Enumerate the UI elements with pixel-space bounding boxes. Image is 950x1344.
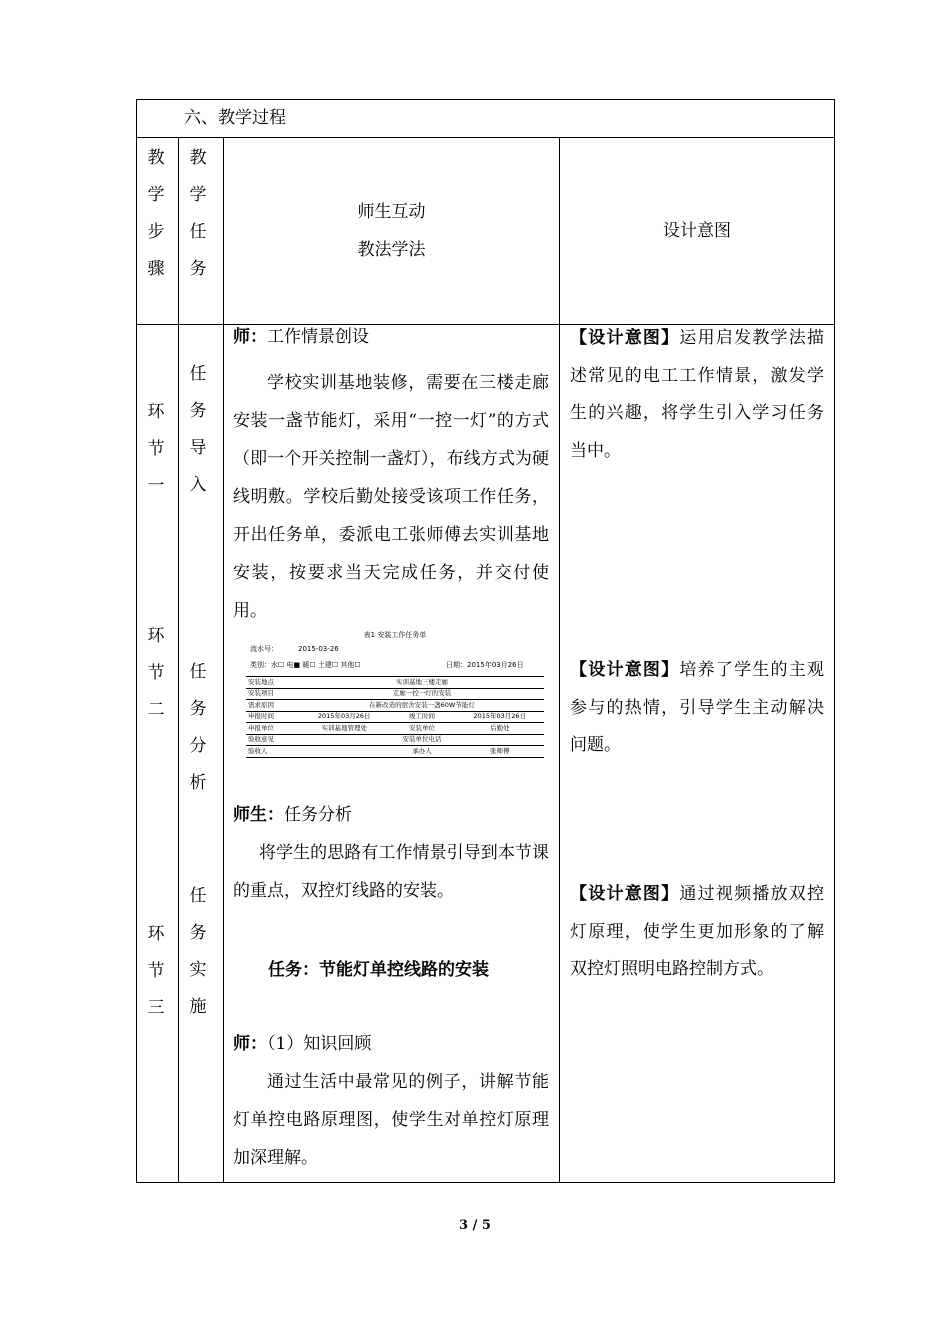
form-row: [246, 734, 544, 746]
step-two: [144, 618, 168, 729]
form-cell: 张师傅: [456, 746, 544, 758]
task-heading: 任务：节能灯单控线路的安装: [268, 960, 489, 980]
header-interaction-line2: 教法学法: [357, 240, 426, 260]
knowledge-review-heading: [233, 1025, 371, 1063]
page-number: 3 / 5: [459, 1218, 491, 1233]
form-cell: 安装地点: [246, 677, 300, 689]
task-char: 务: [189, 923, 207, 943]
form-serial-value: 2015-03-26: [298, 645, 339, 653]
step-char: 环: [147, 626, 165, 646]
header-char: 学: [147, 185, 165, 205]
header-char: 学: [189, 185, 207, 205]
column-divider: [559, 137, 560, 1183]
form-serial-label: 流水号：: [250, 645, 278, 653]
form-row: [246, 700, 544, 712]
task-introduction: [186, 356, 210, 504]
form-cell: 后勤处: [456, 723, 544, 735]
design-intent-one: [570, 320, 824, 470]
section-title: 六、教学过程: [184, 108, 286, 128]
step-three: [144, 916, 168, 1027]
table-border-left: [136, 99, 137, 1183]
form-row: [246, 746, 544, 758]
intent-text: 运用启发教学法描述常见的电工工作情景，激发学生的兴趣，将学生引入学习任务当中。: [570, 328, 825, 461]
form-cell: 实训基地管理处: [300, 723, 388, 735]
header-teaching-steps: [144, 140, 168, 288]
task-form-image: [246, 628, 544, 788]
form-cell: 申报时间: [246, 711, 300, 723]
task-char: 任: [189, 364, 207, 384]
task-char: 实: [189, 960, 207, 980]
form-row: [246, 677, 544, 689]
step-char: 一: [147, 476, 165, 496]
form-cell: 安装单位: [388, 723, 455, 735]
task-char: 分: [189, 736, 207, 756]
header-teaching-tasks: [186, 140, 210, 288]
step-char: 节: [147, 439, 165, 459]
form-cell: 验收人: [246, 746, 300, 758]
form-cell: 申报单位: [246, 723, 300, 735]
step-char: 节: [147, 961, 165, 981]
design-intent-three: [570, 876, 824, 989]
form-cell: [300, 734, 388, 746]
form-title: 表1 安装工作任务单: [363, 631, 427, 639]
header-char: 任: [189, 222, 207, 242]
task-char: 析: [189, 773, 207, 793]
form-cell: 需求原因: [246, 700, 300, 712]
task-analysis-heading: [233, 796, 352, 834]
form-cell: 安装单位电话: [388, 734, 455, 746]
form-cell: 走廊一控一灯的安装: [300, 688, 544, 700]
form-cell: 2015年03月26日: [456, 711, 544, 723]
header-char: 骤: [147, 259, 165, 279]
heading-text: 任务分析: [284, 805, 352, 825]
task-analysis: [186, 654, 210, 802]
form-cell: 竣工时间: [388, 711, 455, 723]
step-one: [144, 394, 168, 505]
form-row: [246, 688, 544, 700]
form-date-line: 日期：2015年03月26日: [446, 661, 524, 669]
intent-label: 【设计意图】: [570, 660, 680, 680]
header-interaction-line1: 师生互动: [357, 202, 426, 222]
intent-text: 通过视频播放双控灯原理，使学生更加形象的了解双控灯照明电路控制方式。: [570, 884, 825, 979]
form-table: [246, 676, 544, 758]
task-char: 任: [189, 662, 207, 682]
task-char: 导: [189, 438, 207, 458]
column-divider: [223, 137, 224, 1183]
analysis-paragraph: 将学生的思路有工作情景引导到本节课的重点，双控灯线路的安装。: [233, 843, 549, 901]
table-divider: [136, 137, 834, 138]
speaker-label: 师：: [233, 327, 267, 347]
header-char: 务: [189, 259, 207, 279]
step-char: 三: [147, 998, 165, 1018]
form-cell: 验收意见: [246, 734, 300, 746]
task-char: 务: [189, 699, 207, 719]
form-cell: 承办人: [388, 746, 455, 758]
intent-label: 【设计意图】: [570, 328, 680, 348]
step-char: 环: [147, 924, 165, 944]
intent-label: 【设计意图】: [570, 884, 680, 904]
form-cell: [456, 734, 544, 746]
header-char: 步: [147, 222, 165, 242]
form-type-line: 类别：水☐ 电■ 暖☐ 土建☐ 其他☐: [250, 661, 361, 669]
task-implementation: [186, 878, 210, 1026]
column-divider: [178, 137, 179, 1183]
speaker-label: 师：: [233, 1034, 267, 1054]
form-cell: 在新改造的宿舍安装一盏60W节能灯: [300, 700, 544, 712]
task-char: 入: [189, 475, 207, 495]
form-row: [246, 723, 544, 735]
step-char: 环: [147, 402, 165, 422]
form-cell: 2015年03月26日: [300, 711, 388, 723]
heading-text: 工作情景创设: [267, 327, 369, 347]
table-border-bottom: [136, 1182, 834, 1183]
task-char: 施: [189, 997, 207, 1017]
table-border-right: [834, 99, 835, 1183]
teacher-scenario-heading: [233, 318, 369, 356]
heading-text: （1）知识回顾: [267, 1034, 372, 1054]
review-paragraph: 通过生活中最常见的例子，讲解节能灯单控电路原理图，使学生对单控灯原理加深理解。: [233, 1072, 549, 1168]
design-intent-two: [570, 652, 824, 765]
header-design-intent: 设计意图: [663, 221, 731, 241]
form-cell: 实训基地三楼走廊: [300, 677, 544, 689]
step-char: 二: [147, 700, 165, 720]
form-row: [246, 711, 544, 723]
form-cell: 安装项目: [246, 688, 300, 700]
form-cell: [300, 746, 388, 758]
step-char: 节: [147, 663, 165, 683]
task-char: 任: [189, 886, 207, 906]
scenario-paragraph: 学校实训基地装修，需要在三楼走廊安装一盏节能灯，采用“一控一灯”的方式（即一个开关控制一盏灯），布线方式为硬线明敷。学校后勤处接受该项工作任务，开出任务单，委派电工张师傅去实训基地安装，按要求当天完成任务，并交付使用。: [233, 373, 549, 621]
header-char: 教: [147, 148, 165, 168]
speaker-label: 师生：: [233, 805, 284, 825]
task-char: 务: [189, 401, 207, 421]
header-char: 教: [189, 148, 207, 168]
intent-text: 培养了学生的主观参与的热情，引导学生主动解决问题。: [570, 660, 825, 755]
